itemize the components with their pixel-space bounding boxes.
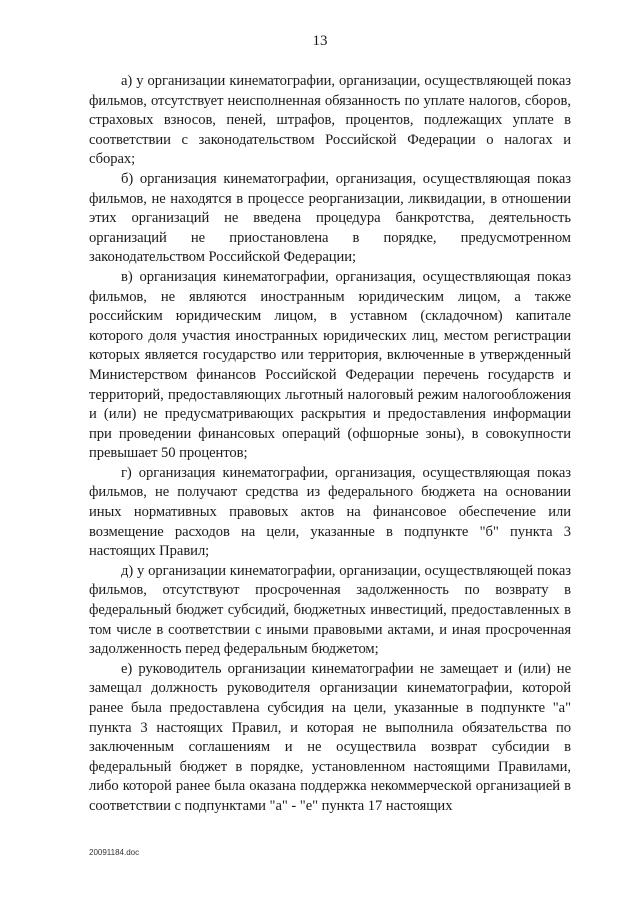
document-body [89,72,571,817]
paragraph-a: а) у организации кинематографии, организации, осуществляющей показ фильмов, отсутствует неисполненная обязанность по уплате налогов, сборов, страховых взносов, пеней, штрафов, процентов, подлежащих уплате в соответствии с законодательством Российской Федерации о налогах и сборах; [89,73,571,168]
page-number: 13 [312,33,328,49]
paragraph-v: в) организация кинематографии, организация, осуществляющая показ фильмов, не являются иностранным юридическим лицом, а также российским юридическим лицом, в уставном (складочном) капитале которого доля участия иностранных юридических лиц, местом регистрации которых является государство или территория, включенные в утвержденный Министерством финансов Российской Федерации перечень государств и территорий, предоставляющих льготный налоговый режим налогообложения и (или) не предусматривающих раскрытия и предоставления информации при проведении финансовых операций (офшорные зоны), в совокупности превышает 50 процентов; [89,268,571,462]
paragraph-g: г) организация кинематографии, организация, осуществляющая показ фильмов, не получают средства из федерального бюджета на основании иных нормативных правовых актов на финансовое обеспечение или возмещение расходов на цели, указанные в подпункте "б" пункта 3 настоящих Правил; [89,464,571,560]
paragraph-b: б) организация кинематографии, организация, осуществляющая показ фильмов, не находятся в процессе реорганизации, ликвидации, в отношении этих организаций не введена процедура банкротства, деятельность организаций не приостановлена в порядке, предусмотренном законодательством Российской Федерации; [89,170,571,266]
paragraph-d: д) у организации кинематографии, организации, осуществляющей показ фильмов, отсутствуют просроченная задолженность по возврату в федеральный бюджет субсидий, бюджетных инвестиций, предоставленных в том числе в соответствии с иными правовыми актами, и иная просроченная задолженность перед федеральным бюджетом; [89,562,571,658]
footer-doc-code: 20091184.doc [89,848,140,857]
paragraph-e: е) руководитель организации кинематографии не замещает и (или) не замещал должность руководителя организации кинематографии, которой ранее была предоставлена субсидия на цели, указанные в подпункте "а" пункта 3 настоящих Правил, и которая не выполнила обязательства по заключенным соглашениям и не осуществила возврат субсидии в федеральный бюджет в порядке, установленном настоящими Правилами, либо которой ранее была оказана поддержка некоммерческой организацией в соответствии с подпунктами "а" - "е" пункта 17 настоящих [89,660,571,814]
